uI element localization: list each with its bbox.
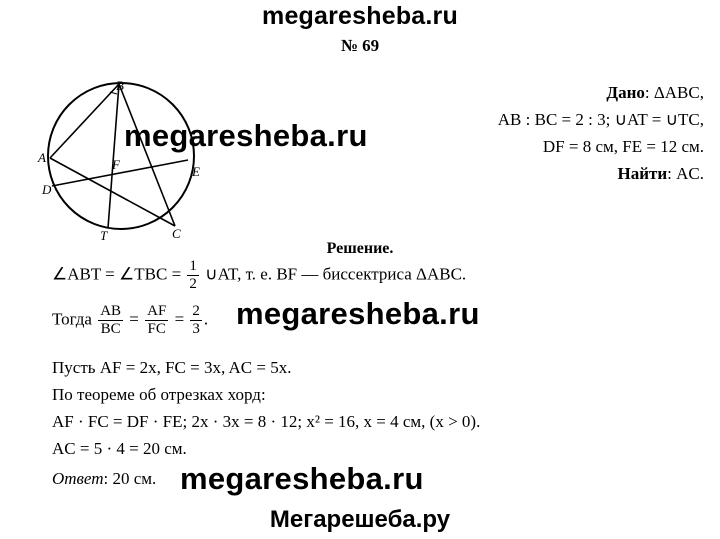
point-e-label: E: [192, 164, 200, 179]
line2-prefix: Тогда: [52, 309, 92, 329]
answer-value: : 20 см.: [103, 469, 157, 488]
given-label: Дано: [606, 83, 645, 102]
point-c-label: C: [172, 226, 181, 241]
find-value: : AC.: [667, 164, 704, 183]
point-b-label: B: [116, 78, 124, 93]
frac-den: 2: [189, 276, 197, 292]
answer-line: [52, 469, 156, 489]
fraction-ab-bc: [98, 303, 123, 338]
solution-heading: Решение.: [326, 240, 394, 257]
frac-bc: BC: [100, 321, 121, 337]
watermark-bottom: Мегарешеба.ру: [269, 506, 451, 533]
segment-bc: [119, 84, 175, 226]
line1-right: ∪AT, т. е. BF — биссектриса ΔABC.: [205, 264, 467, 284]
segment-bt: [108, 84, 119, 228]
point-a-label: A: [38, 150, 46, 165]
fraction-two-thirds: [190, 303, 202, 338]
frac-af: AF: [147, 303, 167, 319]
answer-label: Ответ: [52, 469, 104, 488]
solution-line-4: По теореме об отрезках хорд:: [52, 385, 266, 404]
watermark-answer: megaresheba.ru: [180, 461, 424, 496]
circle-diagram: [30, 78, 210, 243]
problem-number: № 69: [340, 36, 380, 55]
segment-ba: [50, 84, 119, 158]
equals-sign: =: [129, 309, 139, 329]
find-line: [617, 161, 704, 187]
solution-line-2: [52, 303, 208, 338]
solution-line-1: [52, 258, 466, 293]
fraction-one-half: [187, 258, 199, 293]
given-line-2: AB : BC = 2 : 3; ∪AT = ∪TC,: [497, 110, 704, 129]
watermark-middle: megaresheba.ru: [124, 118, 368, 153]
frac-ab: AB: [100, 303, 122, 319]
watermark-top: megaresheba.ru: [262, 2, 458, 30]
watermark-inline: megaresheba.ru: [236, 296, 480, 331]
solution-line-6: AC = 5 · 4 = 20 см.: [52, 439, 187, 458]
point-d-label: D: [42, 182, 52, 197]
point-f-label: F: [112, 157, 120, 172]
frac-3: 3: [192, 321, 200, 337]
given-triangle: : ΔABC,: [644, 83, 704, 102]
frac-num: 1: [189, 258, 197, 274]
frac-2: 2: [192, 303, 200, 319]
solution-line-3: Пусть AF = 2x, FC = 3x, AC = 5x.: [52, 358, 292, 377]
point-t-label: T: [100, 228, 108, 243]
solution-line-5: AF · FC = DF · FE; 2x · 3x = 8 · 12; x² = 16, x = 4 см, (x > 0).: [52, 412, 481, 431]
find-label: Найти: [617, 164, 668, 183]
circle: [48, 83, 194, 229]
segment-de: [52, 160, 188, 186]
equals-sign: =: [174, 309, 185, 329]
period: .: [203, 309, 209, 329]
given-line-3: DF = 8 см, FE = 12 см.: [542, 137, 704, 156]
frac-fc: FC: [147, 321, 166, 337]
given-line-1: [606, 80, 704, 106]
line1-left: ∠ABT = ∠TBC =: [52, 264, 182, 284]
fraction-af-fc: [145, 303, 168, 338]
